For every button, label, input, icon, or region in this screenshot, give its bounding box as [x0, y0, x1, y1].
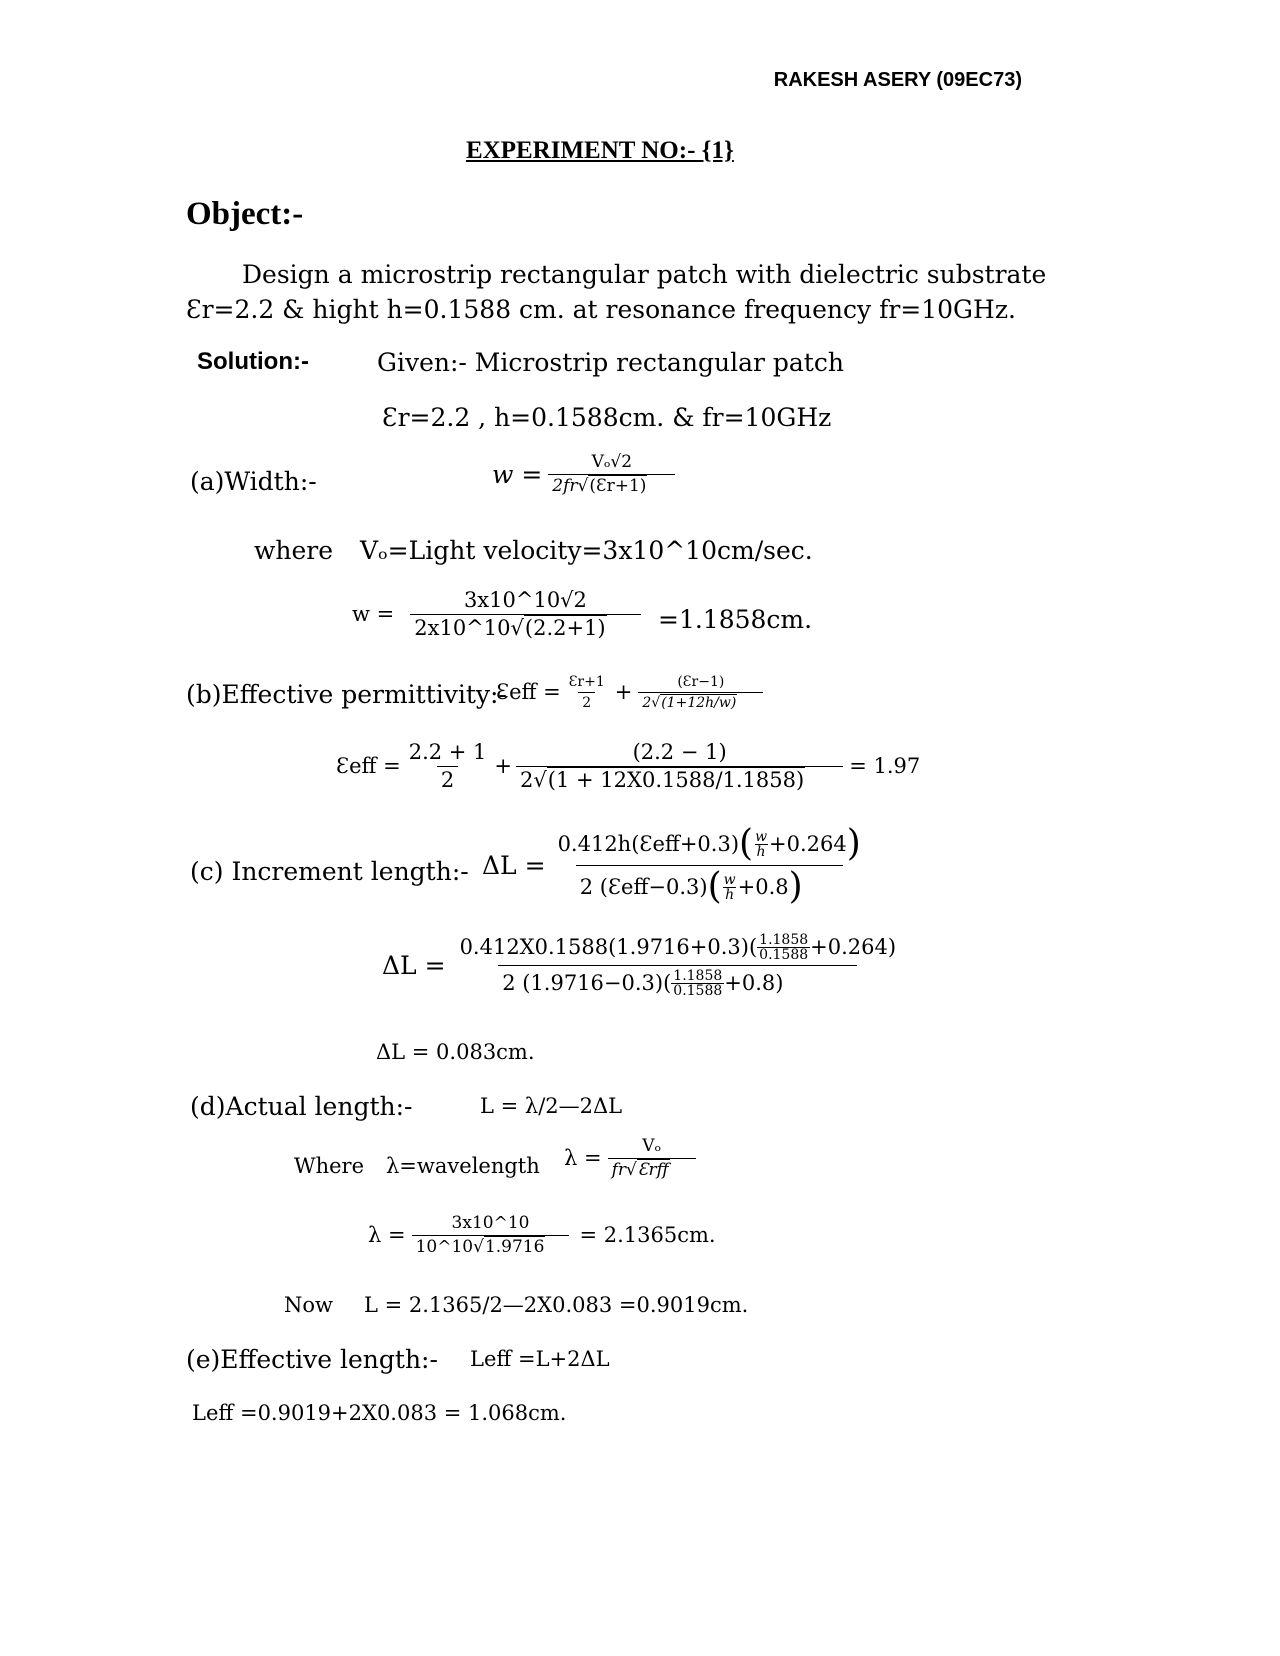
now-label: Now — [284, 1293, 333, 1317]
increment-label: (c) Increment length:- — [190, 857, 469, 886]
increment-num-wh — [753, 830, 769, 859]
increment-num-a: 0.412h(Ɛeff+0.3) — [557, 831, 740, 856]
wavelength-calc-radical: √1.9716 — [473, 1237, 545, 1257]
width-calc-lhs: w = — [352, 602, 395, 626]
permittivity-frac-2 — [638, 675, 763, 710]
page-title: EXPERIMENT NO:- {1} — [466, 137, 734, 164]
wavelength-calc-denominator — [412, 1235, 570, 1256]
increment-den-wh-d: h — [725, 886, 735, 903]
width-calc-denominator — [410, 614, 640, 639]
permittivity-frac-1-den: 2 — [578, 692, 595, 710]
increment-den-a: 2 (Ɛeff−0.3) — [579, 874, 708, 899]
increment-num-wh-n: w — [755, 828, 768, 845]
wavelength-calc-den-b: 1.9716 — [484, 1237, 545, 1257]
actual-label: (d)Actual length:- — [190, 1092, 413, 1121]
increment-calc-den-ratio — [671, 969, 724, 998]
wavelength-calc-den-a: 10^10 — [415, 1237, 474, 1257]
increment-num-wh-d: h — [756, 843, 766, 860]
increment-lhs: ΔL = — [482, 851, 546, 880]
wavelength-lhs: λ = — [564, 1146, 602, 1170]
increment-calc-num-b: +0.264) — [810, 935, 897, 959]
permittivity-calc-frac-1-num: 2.2 + 1 — [408, 740, 487, 764]
wavelength-formula — [564, 1138, 696, 1179]
permittivity-calc-frac-1 — [405, 742, 491, 791]
given-line-1: Given:- Microstrip rectangular patch — [377, 348, 844, 377]
permittivity-calc-frac-2 — [516, 742, 843, 791]
wavelength-calc-numerator: 3x10^10 — [451, 1213, 530, 1233]
permittivity-frac-2-den — [638, 692, 763, 710]
now-text: L = 2.1365/2—2X0.083 =0.9019cm. — [364, 1293, 749, 1317]
wavelength-den-a: fr — [611, 1160, 627, 1180]
increment-den-b: +0.8 — [737, 874, 789, 899]
permittivity-frac-2-den-b: (1+12h/w) — [661, 695, 737, 711]
increment-den-paren-close: ) — [788, 866, 803, 907]
width-where-text: Vₒ=Light velocity=3x10^10cm/sec. — [360, 536, 813, 565]
wavelength-calc-lhs: λ = — [368, 1223, 406, 1247]
wavelength-fraction — [608, 1138, 696, 1179]
permittivity-calc-frac-2-den-b: (1 + 12X0.1588/1.1858) — [547, 768, 805, 792]
permittivity-formula — [496, 675, 763, 710]
actual-formula: L = λ/2—2ΔL — [480, 1094, 623, 1118]
permittivity-frac-1 — [565, 675, 609, 710]
wavelength-calc — [368, 1215, 716, 1256]
effective-formula: Leff =L+2ΔL — [470, 1347, 610, 1371]
increment-fraction — [554, 823, 865, 907]
width-calc-numerator: 3x10^10√2 — [463, 588, 587, 612]
permittivity-calc-plus: + — [494, 754, 513, 778]
wavelength-calc-result: = 2.1365cm. — [579, 1223, 716, 1247]
width-result: =1.1858cm. — [658, 605, 813, 634]
increment-calc-den-b: +0.8) — [724, 971, 784, 995]
width-calc-den-a: 2x10^10 — [414, 616, 511, 640]
increment-calc-den-ratio-d: 0.1588 — [673, 983, 723, 999]
solution-label: Solution:- — [197, 348, 309, 375]
increment-calc-denominator — [498, 965, 857, 998]
object-line-1 — [242, 260, 1047, 289]
permittivity-frac-1-num: Ɛr+1 — [568, 674, 605, 690]
width-calc — [352, 590, 641, 639]
increment-num-b: +0.264 — [769, 831, 847, 856]
effective-label: (e)Effective length:- — [186, 1345, 438, 1374]
object-line-1-text: Design a microstrip rectangular patch with dielectric substrate — [242, 260, 1047, 289]
increment-calc-den-ratio-n: 1.1858 — [673, 968, 723, 984]
wavelength-denominator — [608, 1158, 696, 1179]
increment-formula — [482, 823, 865, 907]
increment-calc-num-ratio-d: 0.1588 — [759, 947, 809, 963]
permittivity-calc-frac-2-den-a: 2 — [520, 768, 534, 792]
width-fraction — [548, 454, 675, 495]
effective-result: Leff =0.9019+2X0.083 = 1.068cm. — [192, 1401, 567, 1425]
increment-denominator — [576, 865, 843, 905]
width-den-b: (Ɛr+1) — [589, 476, 647, 496]
object-heading: Object:- — [186, 196, 304, 232]
increment-calc-num-ratio-n: 1.1858 — [759, 932, 809, 948]
permittivity-calc-frac-1-den: 2 — [437, 766, 458, 791]
permittivity-calc — [336, 742, 920, 791]
actual-where-text: λ=wavelength — [386, 1154, 540, 1178]
increment-calc-num-ratio — [757, 933, 810, 962]
permittivity-frac-2-radical: √(1+12h/w) — [651, 695, 737, 711]
actual-where: Where — [294, 1154, 365, 1178]
width-den-radical: √(Ɛr+1) — [577, 476, 647, 496]
increment-calc — [382, 933, 900, 998]
permittivity-frac-2-den-a: 2 — [642, 695, 652, 711]
permittivity-result: = 1.97 — [849, 754, 921, 778]
permittivity-label: (b)Effective permittivity:- — [186, 680, 507, 709]
width-calc-den-b: (2.2+1) — [524, 616, 606, 640]
width-formula — [492, 454, 675, 495]
permittivity-calc-frac-2-radical: √(1 + 12X0.1588/1.1858) — [533, 768, 805, 792]
wavelength-den-b: Ɛrff — [637, 1160, 669, 1180]
width-calc-den-radical: √(2.2+1) — [510, 616, 606, 640]
wavelength-calc-fraction — [412, 1215, 570, 1256]
increment-result: ΔL = 0.083cm. — [376, 1040, 535, 1064]
increment-den-paren-open: ( — [707, 866, 722, 907]
increment-den-wh-n: w — [723, 871, 736, 888]
permittivity-frac-2-num: (Ɛr−1) — [677, 674, 725, 690]
given-line-2: Ɛr=2.2 , h=0.1588cm. & fr=10GHz — [382, 403, 832, 432]
author-header: RAKESH ASERY (09EC73) — [773, 69, 1022, 91]
increment-calc-den-a: 2 (1.9716−0.3)( — [502, 971, 672, 995]
permittivity-calc-frac-2-num: (2.2 − 1) — [632, 740, 727, 764]
wavelength-numerator: Vₒ — [642, 1136, 662, 1156]
permittivity-plus: + — [614, 680, 633, 704]
width-den-a: 2fr — [552, 476, 578, 496]
increment-num-paren-close: ) — [846, 823, 861, 864]
width-lhs: w = — [492, 460, 543, 489]
wavelength-radical: √Ɛrff — [626, 1160, 669, 1180]
permittivity-calc-frac-2-den — [516, 766, 843, 791]
width-calc-fraction — [410, 590, 640, 639]
increment-den-wh — [722, 873, 738, 902]
increment-calc-fraction — [456, 933, 901, 998]
width-label: (a)Width:- — [190, 467, 317, 496]
width-numerator: Vₒ√2 — [591, 452, 633, 472]
width-denominator — [548, 474, 675, 495]
permittivity-calc-lhs: Ɛeff = — [336, 754, 401, 778]
increment-num-paren-open: ( — [739, 823, 754, 864]
object-line-2: Ɛr=2.2 & hight h=0.1588 cm. at resonance frequency fr=10GHz. — [186, 295, 1016, 324]
increment-calc-lhs: ΔL = — [382, 951, 446, 980]
increment-calc-num-a: 0.412X0.1588(1.9716+0.3)( — [459, 935, 758, 959]
permittivity-lhs: Ɛeff = — [496, 680, 561, 704]
increment-calc-numerator — [456, 933, 901, 965]
width-where: where — [254, 536, 334, 565]
increment-numerator — [554, 823, 865, 865]
